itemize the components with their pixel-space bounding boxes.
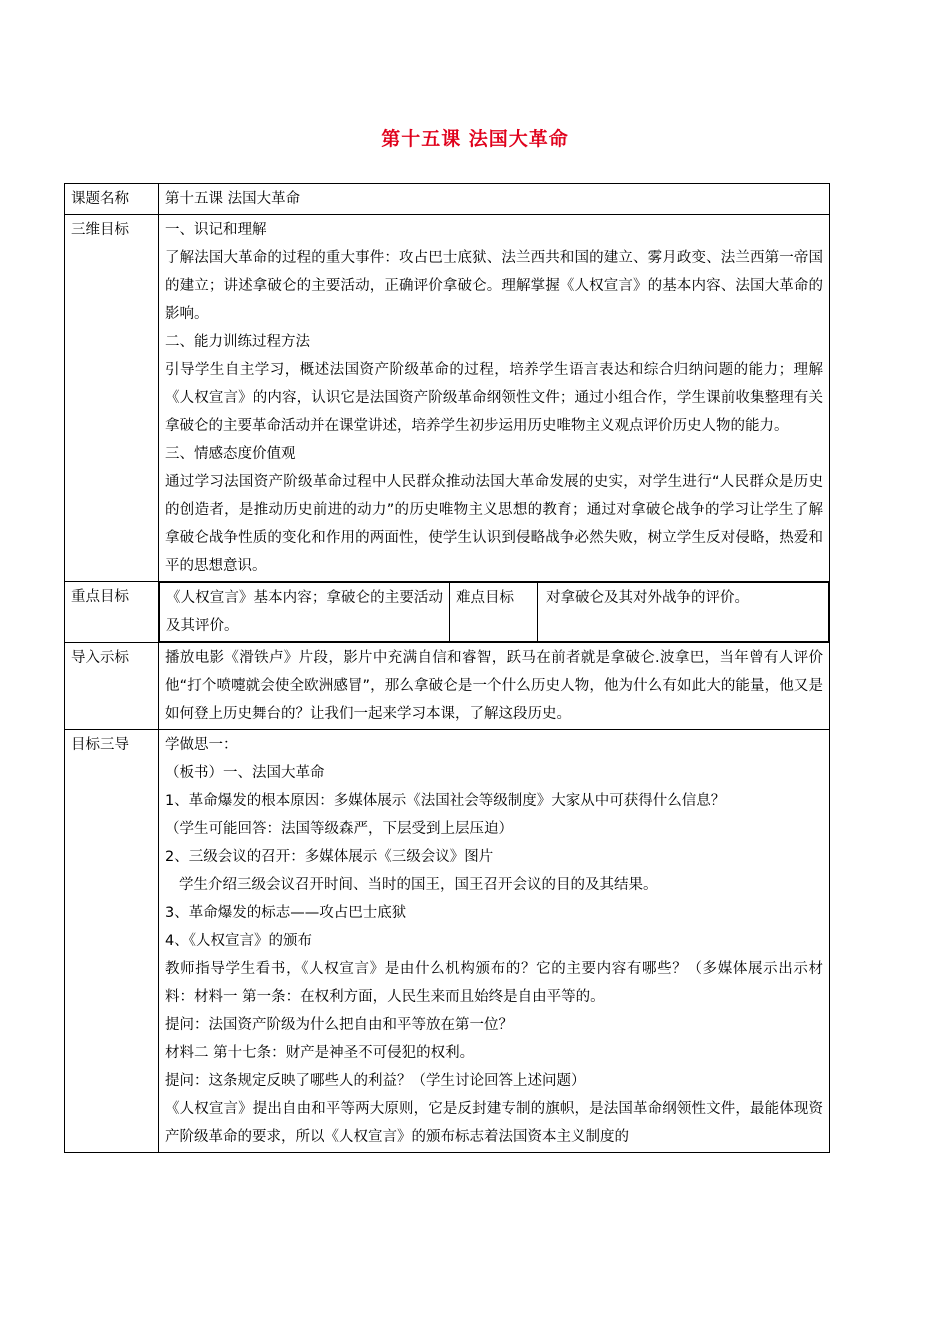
- guide-line: 材料二 第十七条：财产是神圣不可侵犯的权利。: [165, 1045, 475, 1061]
- difficult-label: 难点目标: [450, 583, 538, 642]
- page-title: 第十五课 法国大革命: [381, 128, 569, 150]
- goals-text-1: 了解法国大革命的过程的重大事件：攻占巴士底狱、法兰西共和国的建立、雾月政变、法兰西第一帝国的建立；讲述拿破仑的主要活动，正确评价拿破仑。理解掌握《人权宣言》的基本内容、法国大革命的影响。: [165, 250, 823, 322]
- goals-content: [159, 215, 830, 582]
- guide-content: [159, 730, 830, 1153]
- key-goal-value: 《人权宣言》基本内容；拿破仑的主要活动及其评价。: [160, 583, 450, 642]
- table-row: [65, 582, 830, 643]
- difficult-value: 对拿破仑及其对外战争的评价。: [538, 583, 829, 642]
- row-label: 重点目标: [65, 582, 159, 643]
- row-label: 三维目标: [65, 215, 159, 582]
- guide-line: 学生介绍三级会议召开时间、当时的国王，国王召开会议的目的及其结果。: [179, 877, 658, 893]
- row-label: 导入示标: [65, 643, 159, 730]
- table-row: [65, 215, 830, 582]
- goals-text-2: 引导学生自主学习，概述法国资产阶级革命的过程，培养学生语言表达和综合归纳问题的能力；理解《人权宣言》的内容，认识它是法国资产阶级革命纲领性文件；通过小组合作，学生课前收集整理有关拿破仑的主要革命活动并在课堂讲述，培养学生初步运用历史唯物主义观点评价历史人物的能力。: [165, 362, 823, 434]
- table-row: [65, 730, 830, 1153]
- guide-line: 2、三级会议的召开：多媒体展示《三级会议》图片: [165, 849, 494, 865]
- goals-heading-3: 三、情感态度价值观: [165, 446, 296, 462]
- goals-text-3: 通过学习法国资产阶级革命过程中人民群众推动法国大革命发展的史实，对学生进行“人民群众是历史的创造者，是推动历史前进的动力”的历史唯物主义思想的教育；通过对拿破仑战争的学习让学生了解拿破仑战争性质的变化和作用的两面性，使学生认识到侵略战争必然失败，树立学生反对侵略，热爱和平的思想意识。: [165, 474, 823, 574]
- goals-heading-2: 二、能力训练过程方法: [165, 334, 310, 350]
- guide-line: 《人权宣言》提出自由和平等两大原则，它是反封建专制的旗帜，是法国革命纲领性文件，最能体现资产阶级革命的要求，所以《人权宣言》的颁布标志着法国资本主义制度的: [165, 1101, 823, 1145]
- lesson-plan-table: [64, 183, 830, 1153]
- guide-line: 提问：法国资产阶级为什么把自由和平等放在第一位？: [165, 1017, 513, 1033]
- goals-heading-1: 一、识记和理解: [165, 222, 267, 238]
- intro-content: 播放电影《滑铁卢》片段，影片中充满自信和睿智，跃马在前者就是拿破仑.波拿巴，当年曾有人评价他“打个喷嚏就会使全欧洲感冒”，那么拿破仑是一个什么历史人物，他为什么有如此大的能量，他又是如何登上历史舞台的？让我们一起来学习本课，了解这段历史。: [159, 643, 830, 730]
- table-row: [65, 184, 830, 215]
- row-label: 课题名称: [65, 184, 159, 215]
- guide-line: （学生可能回答：法国等级森严，下层受到上层压迫）: [165, 821, 513, 837]
- guide-line: 3、革命爆发的标志——攻占巴士底狱: [165, 905, 407, 921]
- guide-line: 学做思一：: [165, 737, 238, 753]
- guide-line: （板书）一、法国大革命: [165, 765, 325, 781]
- guide-line: 1、革命爆发的根本原因：多媒体展示《法国社会等级制度》大家从中可获得什么信息？: [165, 793, 726, 809]
- row-label: 目标三导: [65, 730, 159, 1153]
- guide-line: 提问：这条规定反映了哪些人的利益？（学生讨论回答上述问题）: [165, 1073, 586, 1089]
- key-difficult-subtable: [159, 582, 829, 642]
- table-row: [65, 643, 830, 730]
- guide-line: 教师指导学生看书，《人权宣言》是由什么机构颁布的？它的主要内容有哪些？（多媒体展示出示材料：材料一 第一条：在权利方面，人民生来而且始终是自由平等的。: [165, 961, 823, 1005]
- guide-line: 4、《人权宣言》的颁布: [165, 933, 312, 949]
- topic-value: 第十五课 法国大革命: [159, 184, 830, 215]
